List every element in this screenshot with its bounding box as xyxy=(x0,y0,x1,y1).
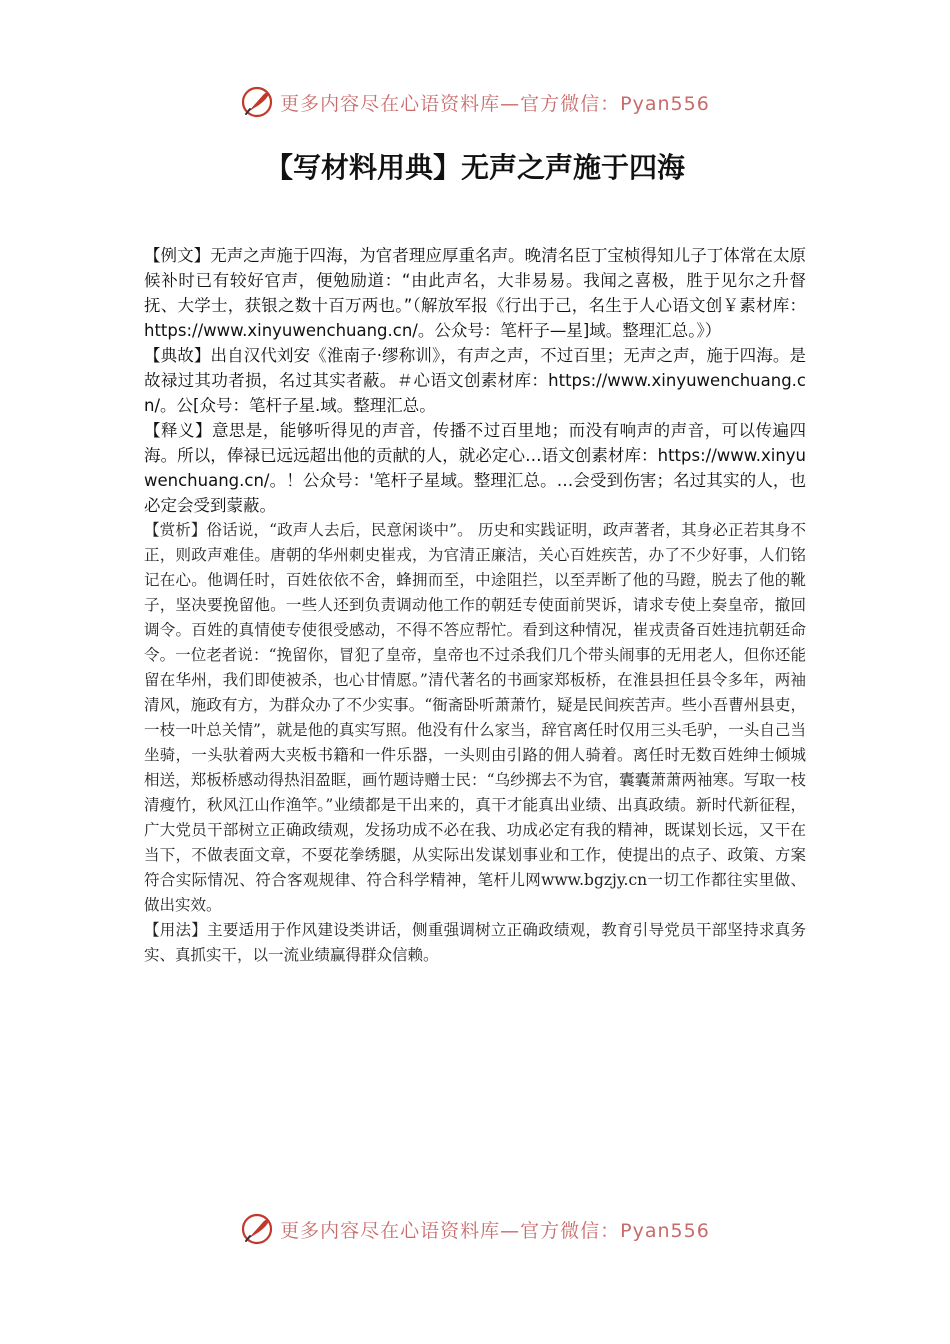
paragraph-usage: 【用法】主要适用于作风建设类讲话，侧重强调树立正确政绩观，教育引导党员干部坚持求真务实、真抓实干，以一流业绩赢得群众信赖。 xyxy=(144,921,806,964)
paragraph-example: 【例文】无声之声施于四海，为官者理应厚重名声。晚清名臣丁宝桢得知儿子丁体常在太原候补时已有较好官声，便勉励道：“由此声名，大非易易。我闻之喜极，胜于见尔之升督抚、大学士，获银之数十百万两也。”（解放军报《行出于己，名生于人心语文创￥素材库：https://www.xinyuwenchuang.cn/。公众号：笔杆子—星]域。整理汇总。》） xyxy=(144,246,806,340)
header-banner xyxy=(0,80,950,124)
quill-logo-icon xyxy=(240,85,274,119)
footer-banner-text: 更多内容尽在心语资料库—官方微信：Pyan556 xyxy=(280,1219,710,1242)
footer-banner xyxy=(0,1207,950,1251)
paragraph-meaning: 【释义】意思是，能够听得见的声音，传播不过百里地；而没有响声的声音，可以传遍四海。所以，俸禄已远远超出他的贡献的人，就必定心…语文创素材库：https://www.xinyuwenchuang.cn/。！公众号：'笔杆子星域。整理汇总。…会受到伤害；名过其实的人，也必定会受到蒙蔽。 xyxy=(144,421,806,515)
header-banner-text: 更多内容尽在心语资料库—官方微信：Pyan556 xyxy=(280,92,710,115)
document-body xyxy=(144,243,806,968)
page-title: 【写材料用典】无声之声施于四海 xyxy=(264,151,685,184)
quill-logo-icon xyxy=(240,1212,274,1246)
paragraph-appreciation: 【赏析】俗话说，“政声人去后，民意闲谈中”。 历史和实践证明，政声著者，其身必正若其身不正，则政声难佳。唐朝的华州刺史崔戎，为官清正廉洁，关心百姓疾苦，办了不少好事，人们铭记在心。他调任时，百姓依依不舍，蜂拥而至，中途阻拦，以至弄断了他的马蹬，脱去了他的靴子，坚决要挽留他。一些人还到负责调动他工作的朝廷专使面前哭诉，请求专使上奏皇帝，撤回调令。百姓的真情使专使很受感动，不得不答应帮忙。看到这种情况，崔戎责备百姓违抗朝廷命令。一位老者说：“挽留你，冒犯了皇帝，皇帝也不过杀我们几个带头闹事的无用老人，但你还能留在华州，我们即使被杀，也心甘情愿。”清代著名的书画家郑板桥，在淮县担任县令多年，两袖清风，施政有方，为群众办了不少实事。“衙斋卧听萧萧竹，疑是民间疾苦声。些小吾曹州县吏，一枝一叶总关情”，就是他的真实写照。他没有什么家当，辞官离任时仅用三头毛驴，一头自己当坐骑，一头驮着两大夹板书籍和一件乐器，一头则由引路的佣人骑着。离任时无数百姓绅士倾城相送，郑板桥感动得热泪盈眶，画竹题诗赠士民：“乌纱掷去不为官，囊囊萧萧两袖寒。写取一枝清瘦竹，秋风江山作渔竿。”业绩都是干出来的，真干才能真出业绩、出真政绩。新时代新征程，广大党员干部树立正确政绩观，发扬功成不必在我、功成必定有我的精神，既谋划长远，又干在当下，不做表面文章，不耍花拳绣腿，从实际出发谋划事业和工作，使提出的点子、政策、方案符合实际情况、符合客观规律、符合科学精神，笔杆儿网www.bgzjy.cn一切工作都往实里做、做出实效。 xyxy=(144,521,806,914)
paragraph-allusion: 【典故】出自汉代刘安《淮南子·缪称训》，有声之声，不过百里；无声之声，施于四海。是故禄过其功者损，名过其实者蔽。＃心语文创素材库：https://www.xinyuwenchuang.cn/。公[众号：笔杆子星.域。整理汇总。 xyxy=(144,346,806,415)
